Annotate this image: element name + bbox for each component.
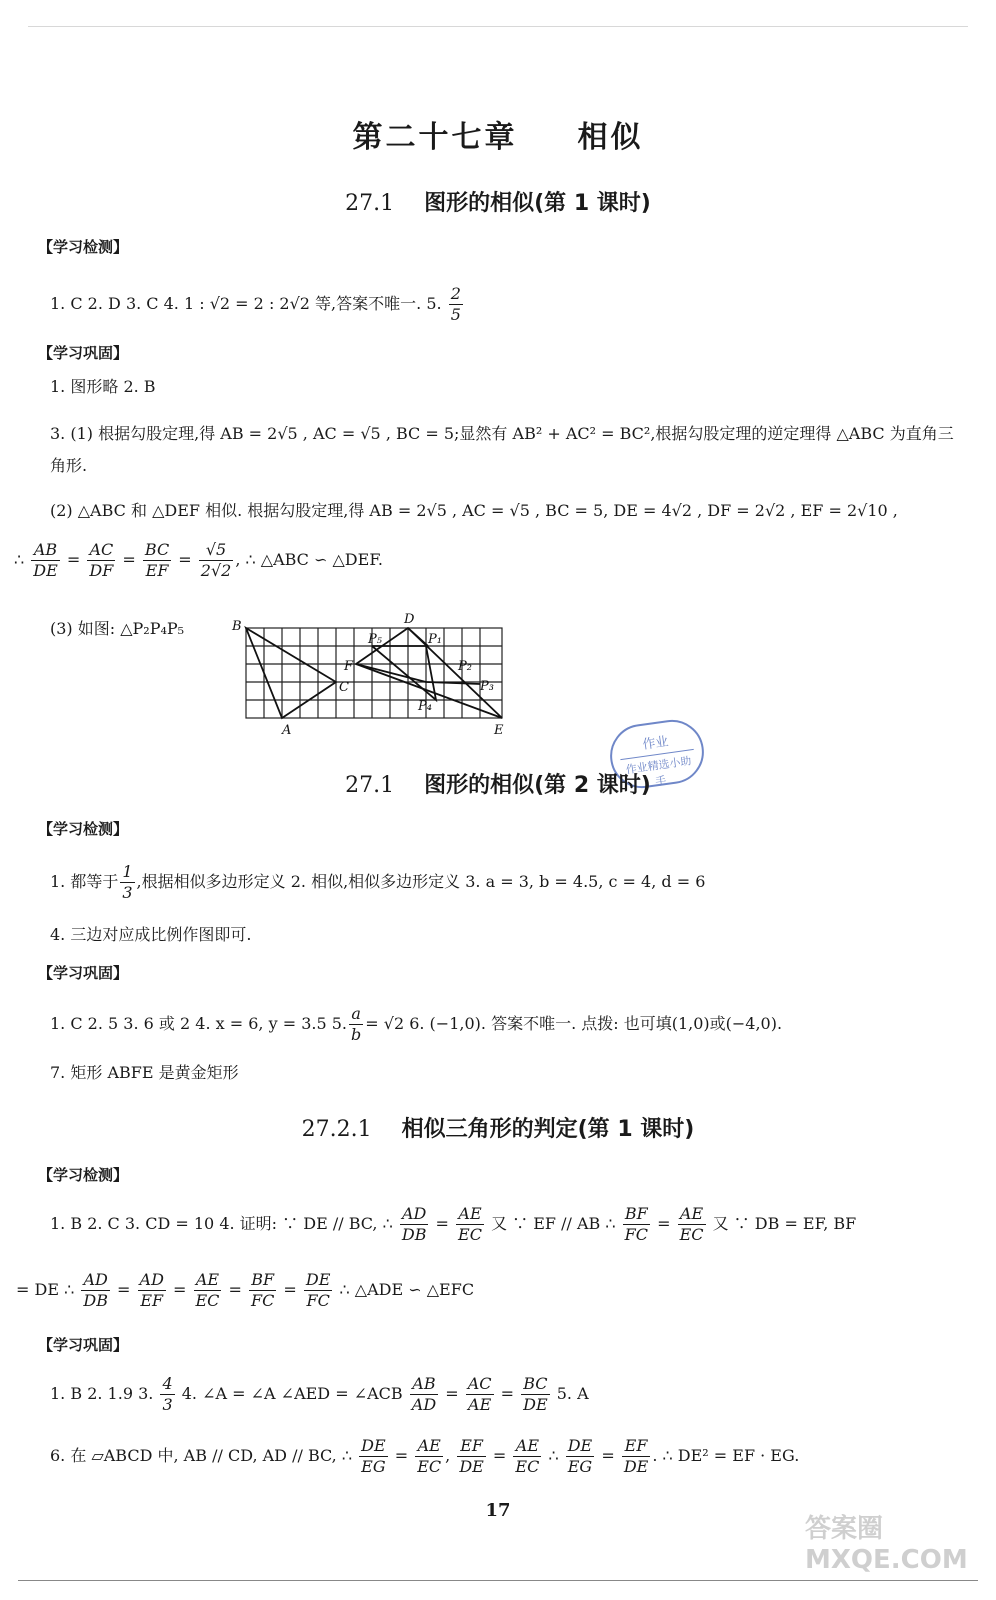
chapter-title — [0, 112, 996, 156]
watermark-logo: 答案圈 MXQE.COM — [805, 1514, 968, 1575]
fraction: $\frac{BC}{DE}$ — [523, 1374, 548, 1414]
point-label: P₃ — [480, 679, 494, 694]
fraction: $\frac{BF}{FC}$ — [624, 1204, 648, 1244]
point-label: E — [494, 723, 504, 738]
fraction: $\frac{AB}{AD}$ — [411, 1374, 437, 1414]
section-heading: 27.2.1 相似三角形的判定(第 1 课时) — [301, 1117, 695, 1142]
fraction: $\frac{AC}{AE}$ — [467, 1374, 492, 1414]
answer-line: (2) △ABC 和 △DEF 相似. 根据勾股定理,得 AB = 2√5 , AC = √5 , BC = 5, DE = 4√2 , DF = 2√2 , EF = 2√10 , — [50, 501, 898, 520]
answer-line: 3. (1) 根据勾股定理,得 AB = 2√5 , AC = √5 , BC = 5;显然有 AB² + AC² = BC²,根据勾股定理的逆定理得 △ABC 为直角三角形. — [50, 424, 954, 475]
grid-figure — [228, 612, 518, 740]
answer-line: 1. C 2. 5 3. 6 或 2 4. x = 6, y = 3.5 5. $\frac{a}{b}$ = √2 6. (−1,0). 答案不唯一. 点拨: 也可填(1,0)或(−4,0). — [50, 1004, 783, 1044]
fraction: $\frac{1}{3}$ — [122, 862, 133, 902]
fraction: $\frac{EF}{DE}$ — [623, 1436, 649, 1476]
fraction: $\frac{AD}{EF}$ — [139, 1270, 164, 1310]
fraction: $\frac{AE}{EC}$ — [195, 1270, 220, 1310]
fraction: $\frac{AD}{DB}$ — [401, 1204, 427, 1244]
point-label: C — [339, 680, 349, 695]
top-rule — [28, 26, 968, 27]
section-tag: 【学习检测】 — [38, 820, 129, 838]
answer-line: (3) 如图: △P₂P₄P₅ — [50, 619, 185, 638]
fraction: $\frac{BF}{FC}$ — [251, 1270, 275, 1310]
fraction: $\frac{DE}{EG}$ — [361, 1436, 386, 1476]
fraction: $\frac{DE}{FC}$ — [305, 1270, 331, 1310]
section-heading: 27.1 图形的相似(第 1 课时) — [345, 191, 651, 216]
fraction: $\frac{DE}{EG}$ — [567, 1436, 593, 1476]
stamp-logo: 作业 作业精选小助手 — [606, 716, 708, 792]
answer-line: 7. 矩形 ABFE 是黄金矩形 — [50, 1063, 239, 1082]
fraction: $\frac{AE}{EC}$ — [679, 1204, 704, 1244]
point-label: P₄ — [418, 699, 432, 714]
fraction: $\frac{AD}{DB}$ — [83, 1270, 108, 1310]
section-tag: 【学习检测】 — [38, 1166, 129, 1184]
bottom-rule — [18, 1580, 978, 1581]
section-heading: 27.1 图形的相似(第 2 课时) — [345, 773, 651, 798]
fraction: $\frac{4}{3}$ — [162, 1374, 173, 1414]
answer-line: 1. 都等于 $\frac{1}{3}$ ,根据相似多边形定义 2. 相似,相似多边形定义 3. a = 3, b = 4.5, c = 4, d = 6 — [50, 862, 706, 902]
section-tag: 【学习巩固】 — [38, 1336, 129, 1354]
fraction: $\frac{AC}{DF}$ — [89, 540, 114, 580]
point-label: P₅ — [368, 632, 382, 647]
section-tag: 【学习检测】 — [38, 238, 129, 256]
page-number: 17 — [485, 1500, 511, 1521]
section-tag: 【学习巩固】 — [38, 344, 129, 362]
fraction: $\frac{AB}{DE}$ — [33, 540, 58, 580]
answer-line: = DE ∴ $\frac{AD}{DB}$ = $\frac{AD}{EF}$ = $\frac{AE}{EC}$ = $\frac{BF}{FC}$ = $\frac{DE}{FC}$ ∴ △ADE ∽ △EFC — [16, 1270, 475, 1310]
point-label: F — [344, 659, 354, 674]
point-label: P₁ — [428, 632, 442, 647]
point-label: P₂ — [458, 659, 472, 674]
answer-line: ∴ $\frac{AB}{DE}$ = $\frac{AC}{DF}$ = $\frac{BC}{EF}$ = $\frac{√5}{2√2}$ , ∴ △ABC ∽ △DEF. — [14, 540, 384, 580]
fraction: $\frac{2}{5}$ — [450, 284, 461, 324]
answer-line: 4. 三边对应成比例作图即可. — [50, 925, 252, 944]
point-label: B — [232, 619, 242, 634]
answer-line: 1. B 2. 1.9 3. $\frac{4}{3}$ 4. ∠A = ∠A ∠AED = ∠ACB $\frac{AB}{AD}$ = $\frac{AC}{AE}$ = $\frac{BC}{DE}$ 5. A — [50, 1374, 589, 1414]
answer-line: 1. 图形略 2. B — [50, 377, 156, 396]
fraction: $\frac{a}{b}$ — [351, 1004, 362, 1044]
fraction: $\frac{BC}{EF}$ — [144, 540, 170, 580]
answer-line: 1. B 2. C 3. CD = 10 4. 证明: ∵ DE // BC, ∴ $\frac{AD}{DB}$ = $\frac{AE}{EC}$ 又 ∵ EF // AB ∴ $\frac{BF}{FC}$ = $\frac{AE}{EC}$ 又 ∵ DB = EF, BF — [50, 1204, 857, 1244]
fraction: $\frac{AE}{EC}$ — [417, 1436, 442, 1476]
chapter-name: 相似 — [577, 120, 644, 155]
chapter-number: 第二十七章 — [352, 120, 518, 155]
answer-line: 6. 在 ▱ABCD 中, AB // CD, AD // BC, ∴ $\frac{DE}{EG}$ = $\frac{AE}{EC}$ , $\frac{EF}{DE}$ = $\frac{AE}{EC}$ ∴ $\frac{DE}{EG}$ = $\frac{EF}{DE}$ . ∴ DE² = EF · EG. — [50, 1436, 800, 1476]
point-label: A — [282, 723, 292, 738]
section-tag: 【学习巩固】 — [38, 964, 129, 982]
point-label: D — [404, 612, 415, 627]
fraction: $\frac{AE}{EC}$ — [458, 1204, 482, 1244]
fraction: $\frac{√5}{2√2}$ — [200, 540, 232, 580]
fraction: $\frac{AE}{EC}$ — [515, 1436, 540, 1476]
fraction: $\frac{EF}{DE}$ — [459, 1436, 484, 1476]
answer-line: 1. C 2. D 3. C 4. 1 : √2 = 2 : 2√2 等,答案不唯一. 5. $\frac{2}{5}$ — [50, 284, 461, 324]
